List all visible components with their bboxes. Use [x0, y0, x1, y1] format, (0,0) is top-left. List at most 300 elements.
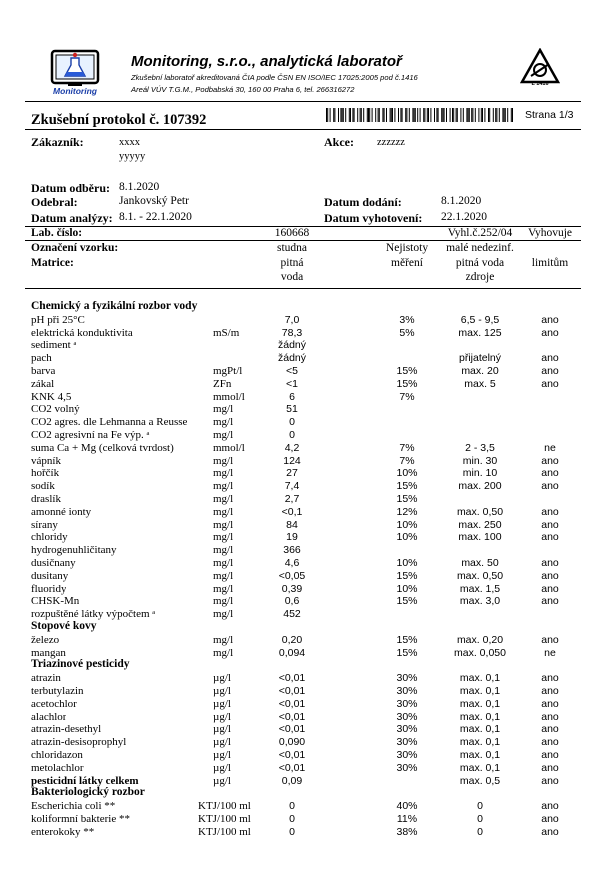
barcode-bar: [438, 108, 439, 122]
barcode-bar: [412, 108, 413, 122]
section-header: [0, 787, 599, 799]
barcode-bar: [468, 108, 469, 122]
compliance: ano: [541, 467, 559, 480]
measured-value: <0,01: [278, 749, 306, 761]
parameter-name: mangan: [31, 646, 66, 659]
barcode-bar: [482, 108, 483, 122]
parameter-name: alachlor: [31, 710, 67, 723]
measured-value: 366: [283, 544, 301, 557]
unit: mg/l: [213, 633, 234, 646]
barcode-bar: [472, 108, 473, 122]
limit-header-3: pitná voda: [455, 257, 505, 269]
unit: µg/l: [213, 749, 231, 761]
parameter-name: CO2 agres. dle Lehmanna a Reusse: [31, 416, 188, 429]
parameter-name: terbutylazin: [31, 685, 84, 697]
unit: mgPt/l: [213, 365, 243, 377]
measured-value: <0,01: [278, 697, 306, 710]
limit-value: min. 10: [462, 467, 498, 480]
limit-value: max. 200: [458, 480, 502, 493]
barcode-bar: [327, 108, 328, 122]
table-row: [0, 749, 599, 761]
unit: mg/l: [213, 493, 234, 505]
compliance: ano: [541, 454, 559, 467]
barcode-bar: [367, 108, 368, 122]
uncertainty: 10%: [396, 531, 418, 544]
parameter-name: atrazin: [31, 672, 61, 685]
table-row: [0, 506, 599, 518]
unit: µg/l: [213, 736, 231, 749]
barcode-bar: [446, 108, 447, 122]
odber-value: 8.1.2020: [119, 181, 160, 193]
limit-value: max. 50: [461, 557, 499, 569]
table-row: [0, 365, 599, 377]
measured-value: 0: [289, 429, 295, 441]
lab-divider: [25, 240, 581, 241]
limit-value: max. 125: [458, 326, 502, 339]
logo-text: Monitoring: [53, 86, 97, 96]
oznaceni-label: Označení vzorku:: [31, 242, 119, 254]
compliance: ano: [541, 749, 559, 761]
vyhotoveni-label: Datum vyhotovení:: [324, 211, 423, 225]
barcode-bar: [427, 108, 428, 122]
compliance: ano: [541, 813, 559, 825]
parameter-name: draslík: [31, 493, 61, 505]
unit: µg/l: [213, 761, 231, 774]
limit-value: max. 0,50: [456, 505, 504, 518]
barcode-bar: [423, 108, 424, 122]
matrice-label: Matrice:: [31, 257, 74, 269]
barcode-bar: [453, 108, 454, 122]
barcode-bar: [505, 108, 506, 122]
table-row: [0, 467, 599, 479]
barcode-bar: [504, 108, 505, 122]
compliance: ano: [541, 326, 559, 339]
compliance: ano: [541, 774, 559, 787]
measured-value: <0,01: [278, 761, 306, 774]
header-divider: [25, 101, 581, 102]
unit: mg/l: [213, 531, 234, 544]
lab-value: 160668: [274, 227, 310, 239]
table-row: [0, 711, 599, 723]
odber-label: Datum odběru:: [31, 181, 111, 195]
compliance: ano: [541, 480, 559, 493]
barcode-bar: [430, 108, 431, 122]
barcode-bar: [457, 108, 458, 122]
table-row: [0, 595, 599, 607]
limit-value: max. 0,1: [459, 697, 501, 710]
barcode-bar: [420, 108, 421, 122]
compliance: ano: [541, 352, 559, 365]
table-row: [0, 403, 599, 415]
parameter-name: barva: [31, 365, 56, 377]
compliance: ano: [541, 761, 559, 774]
limit-value: max. 0,1: [459, 710, 501, 723]
barcode-bar: [372, 108, 373, 122]
cia-number: L 1416: [531, 81, 549, 87]
barcode-bar: [326, 108, 327, 122]
unit: ZFn: [213, 377, 232, 390]
barcode-bar: [378, 108, 379, 122]
barcode-bar: [495, 108, 496, 122]
section-title: Stopové kovy: [31, 620, 97, 632]
parameter-name: sírany: [31, 518, 58, 531]
measured-value: 6: [289, 390, 295, 403]
measured-value: 4,6: [284, 557, 300, 569]
barcode-bar: [456, 108, 457, 122]
unit: µg/l: [213, 723, 231, 736]
table-row: [0, 608, 599, 620]
unit: mg/l: [213, 480, 234, 493]
table-row: [0, 570, 599, 582]
accreditation-text: Zkušební laboratoř akreditovaná ČIA podle ČSN EN ISO/IEC 17025:2005 pod č.1416: [131, 73, 418, 82]
odebral-value: Jankovský Petr: [119, 195, 189, 207]
limit-value: max. 0,1: [459, 736, 501, 749]
measured-value: <0,01: [278, 710, 306, 723]
uncertainty: 40%: [396, 800, 418, 813]
measured-value: žádný: [277, 339, 307, 352]
unit: mg/l: [213, 595, 234, 608]
measured-value: 27: [286, 467, 298, 480]
table-row: [0, 723, 599, 735]
barcode-bar: [369, 108, 370, 122]
measured-value: 0: [289, 800, 295, 813]
barcode-bar: [511, 108, 512, 122]
parameter-name: KNK 4,5: [31, 390, 72, 403]
measured-value: <0,01: [278, 723, 306, 736]
unit: mmol/l: [213, 441, 245, 454]
limit-value: max. 0,20: [456, 633, 504, 646]
uncertainty: 30%: [396, 749, 418, 761]
measured-value: žádný: [277, 352, 307, 365]
parameter-name: rozpuštěné látky výpočtem ᵃ: [31, 608, 156, 621]
uncertainty: 5%: [399, 326, 415, 339]
table-row: [0, 442, 599, 454]
compliance: ano: [541, 672, 559, 685]
table-row: [0, 531, 599, 543]
address-text: Areál VÚV T.G.M., Podbabská 30, 160 00 Praha 6, tel. 266316272: [131, 85, 355, 94]
unit: mg/l: [213, 557, 234, 569]
akce-value: zzzzzz: [377, 137, 405, 148]
protocol-title: Zkušební protokol č. 107392: [31, 112, 207, 128]
compliance: ne: [544, 646, 556, 659]
barcode-bar: [350, 108, 351, 122]
barcode-bar: [342, 108, 343, 122]
uncertainty: 30%: [396, 736, 418, 749]
barcode-bar: [357, 108, 358, 122]
uncertainty: 7%: [399, 454, 415, 467]
uncertainty: 30%: [396, 672, 418, 685]
barcode-bar: [392, 108, 393, 122]
measured-value: <0,01: [278, 685, 306, 697]
barcode-bar: [450, 108, 451, 122]
unit: µg/l: [213, 697, 231, 710]
limit-value: max. 1,5: [459, 582, 501, 595]
measured-value: 2,7: [284, 493, 300, 505]
barcode-bar: [489, 108, 490, 122]
parameter-name: chloridazon: [31, 749, 83, 761]
table-row: [0, 352, 599, 364]
akce-label: Akce:: [324, 135, 354, 149]
customer-line1: xxxx: [119, 137, 140, 148]
unit: mg/l: [213, 403, 234, 416]
compliance: ano: [541, 582, 559, 595]
section-title: Triazinové pesticidy: [31, 658, 130, 671]
barcode-bar: [475, 108, 476, 122]
limit-header-1: Vyhl.č.252/04: [447, 227, 513, 239]
barcode-bar: [368, 108, 369, 122]
limit-value: max. 20: [461, 365, 499, 377]
parameter-name: CHSK-Mn: [31, 595, 80, 608]
uncertainty: 10%: [396, 582, 418, 595]
page-number: Strana 1/3: [525, 109, 574, 121]
barcode-bar: [481, 108, 482, 122]
barcode-bar: [463, 108, 464, 122]
parameter-name: pach: [31, 352, 52, 365]
uncertainty: 30%: [396, 761, 418, 774]
table-row: [0, 314, 599, 326]
barcode-bar: [398, 108, 399, 122]
uncertainty: 15%: [396, 480, 418, 493]
barcode-bar: [340, 108, 341, 122]
measured-value: 0: [289, 825, 295, 838]
barcode-bar: [391, 108, 392, 122]
parameter-name: sediment ᵃ: [31, 339, 77, 352]
unit: mg/l: [213, 569, 234, 582]
unit: mg/l: [213, 646, 234, 659]
parameter-name: vápník: [31, 454, 61, 467]
unit: mg/l: [213, 582, 234, 595]
barcode-bar: [382, 108, 383, 122]
barcode-bar: [349, 108, 350, 122]
table-row: [0, 775, 599, 787]
barcode-bar: [409, 108, 410, 122]
uncertainty: 12%: [396, 505, 418, 518]
table-row: [0, 391, 599, 403]
matrice-value-2: voda: [280, 271, 304, 283]
parameter-name: dusitany: [31, 569, 69, 582]
table-row: [0, 647, 599, 659]
unit: KTJ/100 ml: [198, 800, 251, 813]
measured-value: 0: [289, 813, 295, 825]
barcode-bar: [460, 108, 461, 122]
limit-value: max. 0,1: [459, 672, 501, 685]
measured-value: 0,094: [278, 646, 306, 659]
unit: mg/l: [213, 608, 234, 621]
table-row: [0, 762, 599, 774]
unit: µg/l: [213, 774, 231, 787]
unit: mg/l: [213, 454, 234, 467]
barcode-bar: [507, 108, 508, 122]
unit: µg/l: [213, 710, 231, 723]
compliance: ano: [541, 825, 559, 838]
limit-value: přijatelný: [458, 352, 502, 365]
uncertainty: 30%: [396, 710, 418, 723]
parameter-name: acetochlor: [31, 697, 77, 710]
table-row: [0, 339, 599, 351]
parameter-name: chloridy: [31, 531, 68, 544]
barcode-bar: [330, 108, 331, 122]
barcode-bar: [345, 108, 346, 122]
compliance: ano: [541, 557, 559, 569]
barcode-bar: [406, 108, 407, 122]
measured-value: <1: [286, 377, 298, 390]
limit-value: max. 0,1: [459, 685, 501, 697]
compliance: ano: [541, 377, 559, 390]
measured-value: 452: [283, 608, 301, 621]
limit-value: max. 0,1: [459, 761, 501, 774]
uncertainty: 38%: [396, 825, 418, 838]
barcode-bar: [379, 108, 380, 122]
barcode-bar: [469, 108, 470, 122]
limit-value: min. 30: [462, 454, 498, 467]
odebral-label: Odebral:: [31, 195, 78, 209]
compliance: ano: [541, 531, 559, 544]
table-row: [0, 826, 599, 838]
barcode-bar: [402, 108, 403, 122]
uncertainty: 10%: [396, 557, 418, 569]
limit-value: 0: [477, 800, 483, 813]
compliance: ano: [541, 736, 559, 749]
oznaceni-value: studna: [276, 242, 308, 254]
vyhotoveni-value: 22.1.2020: [441, 211, 487, 223]
measured-value: 51: [286, 403, 298, 416]
barcode-bar: [352, 108, 353, 122]
unit: mS/m: [213, 326, 240, 339]
measured-value: 124: [283, 454, 301, 467]
parameter-name: atrazin-desisoprophyl: [31, 736, 127, 749]
uncertainty: 30%: [396, 697, 418, 710]
compliance: ano: [541, 313, 559, 326]
barcode-bar: [502, 108, 503, 122]
unit: KTJ/100 ml: [198, 825, 251, 838]
table-row: [0, 698, 599, 710]
barcode-bar: [444, 108, 445, 122]
section-header: [0, 621, 599, 633]
barcode: [326, 108, 516, 122]
measured-value: 0,09: [281, 774, 303, 787]
barcode-bar: [363, 108, 364, 122]
parameter-name: metolachlor: [31, 761, 84, 774]
barcode-bar: [361, 108, 362, 122]
uncertainty: 15%: [396, 493, 418, 505]
limit-value: max. 0,50: [456, 569, 504, 582]
parameter-name: enterokoky **: [31, 825, 95, 838]
compliance: ano: [541, 723, 559, 736]
table-row: [0, 813, 599, 825]
measured-value: <0,05: [278, 569, 306, 582]
barcode-bar: [499, 108, 500, 122]
section-header: [0, 659, 599, 671]
measured-value: 7,4: [284, 480, 300, 493]
parameter-name: pesticidní látky celkem: [31, 774, 139, 787]
uncertainty: 15%: [396, 595, 418, 608]
table-row: [0, 519, 599, 531]
parameter-name: pH při 25°C: [31, 313, 85, 326]
unit: mg/l: [213, 416, 234, 429]
parameter-name: dusičnany: [31, 557, 76, 569]
section-title: Chemický a fyzikální rozbor vody: [31, 300, 198, 312]
limit-header-4: zdroje: [465, 271, 495, 283]
barcode-bar: [484, 108, 485, 122]
compliance: ano: [541, 697, 559, 710]
barcode-bar: [496, 108, 497, 122]
measured-value: 19: [286, 531, 298, 544]
uncertainty: 15%: [396, 569, 418, 582]
table-row: [0, 493, 599, 505]
table-row: [0, 685, 599, 697]
table-row: [0, 378, 599, 390]
barcode-bar: [417, 108, 418, 122]
barcode-bar: [415, 108, 416, 122]
measured-value: <0,01: [278, 672, 306, 685]
barcode-bar: [354, 108, 355, 122]
barcode-bar: [452, 108, 453, 122]
uncertainty: 30%: [396, 723, 418, 736]
limit-value: max. 0,1: [459, 749, 501, 761]
barcode-bar: [390, 108, 391, 122]
cia-accreditation-logo: [520, 48, 560, 92]
uncertainty: 15%: [396, 365, 418, 377]
barcode-bar: [478, 108, 479, 122]
limit-value: 2 - 3,5: [465, 441, 495, 454]
unit: mg/l: [213, 429, 234, 441]
unit: KTJ/100 ml: [198, 813, 251, 825]
matrice-value-1: pitná: [280, 257, 304, 269]
limit-value: 0: [477, 813, 483, 825]
uncertainty: 15%: [396, 646, 418, 659]
uncertainty: 10%: [396, 518, 418, 531]
measured-value: 84: [286, 518, 298, 531]
company-name: Monitoring, s.r.o., analytická laboratoř: [131, 53, 402, 70]
parameter-name: elektrická konduktivita: [31, 326, 133, 339]
parameter-name: sodík: [31, 480, 55, 493]
parameter-name: atrazin-desethyl: [31, 723, 102, 736]
measured-value: 0,090: [278, 736, 306, 749]
dodani-value: 8.1.2020: [441, 195, 482, 207]
barcode-bar: [360, 108, 361, 122]
parameter-name: hořčík: [31, 467, 60, 480]
barcode-bar: [434, 108, 435, 122]
unc-header-2: měření: [391, 257, 423, 269]
barcode-bar: [386, 108, 387, 122]
barcode-bar: [384, 108, 385, 122]
analyzy-value: 8.1. - 22.1.2020: [119, 211, 192, 223]
unit: mg/l: [213, 544, 234, 557]
limit-value: max. 0,1: [459, 723, 501, 736]
table-row: [0, 429, 599, 441]
parameter-name: CO2 agresivní na Fe výp. ᵃ: [31, 429, 150, 441]
section-header: [0, 301, 599, 313]
measured-value: 0,6: [284, 595, 300, 608]
parameter-name: amonné ionty: [31, 505, 92, 518]
parameter-name: zákal: [31, 377, 55, 390]
compliance: ano: [541, 633, 559, 646]
measured-value: 0: [289, 416, 295, 429]
barcode-bar: [338, 108, 339, 122]
compliance: ne: [544, 441, 556, 454]
dodani-label: Datum dodání:: [324, 195, 402, 209]
barcode-bar: [471, 108, 472, 122]
barcode-bar: [466, 108, 467, 122]
parameter-name: fluoridy: [31, 582, 67, 595]
limit-value: 0: [477, 825, 483, 838]
uncertainty: 10%: [396, 467, 418, 480]
measured-value: 0,39: [281, 582, 303, 595]
limit-value: 6,5 - 9,5: [460, 313, 500, 326]
table-row: [0, 634, 599, 646]
measured-value: 78,3: [281, 326, 303, 339]
compliance: ano: [541, 685, 559, 697]
